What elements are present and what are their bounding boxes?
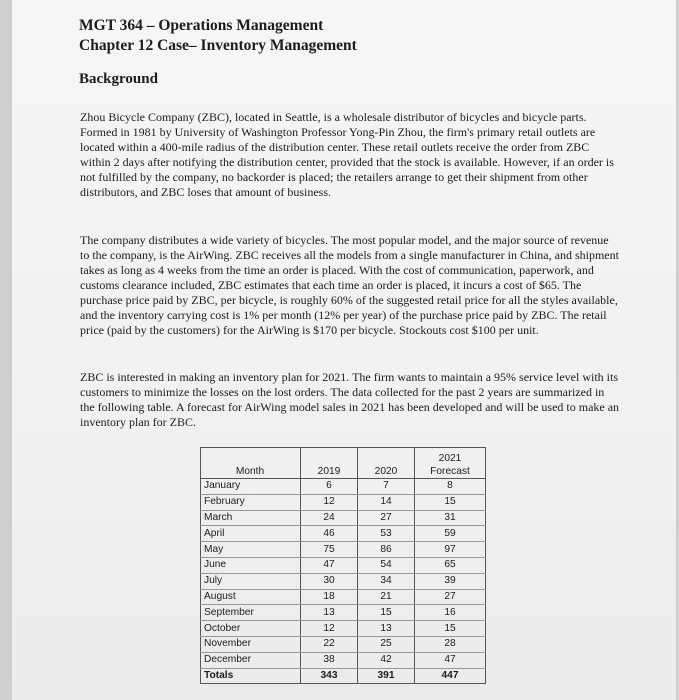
totals-label: Totals <box>201 668 301 684</box>
table-row <box>201 589 486 605</box>
cell-y2019: 24 <box>301 510 358 526</box>
paragraph-plan: ZBC is interested in making an inventory plan for 2021. The firm wants to maintain a 95% service level with its customers to minimize the losses on the lost orders. The data collected for the past 2 years are summarized in the following table. A forecast for AirWing model sales in 2021 has been developed and will be used to make an inventory plan for ZBC. <box>80 370 620 429</box>
cell-month: December <box>201 652 301 668</box>
cell-f2021: 27 <box>415 589 486 605</box>
cell-y2019: 12 <box>301 621 358 637</box>
cell-month: August <box>201 589 301 605</box>
cell-month: September <box>201 605 301 621</box>
cell-y2020: 21 <box>358 589 415 605</box>
cell-y2020: 15 <box>358 605 415 621</box>
cell-y2020: 34 <box>358 573 415 589</box>
sales-table <box>200 447 486 684</box>
cell-y2019: 30 <box>301 573 358 589</box>
cell-f2021: 15 <box>415 494 486 510</box>
cell-y2019: 47 <box>301 557 358 573</box>
cell-y2019: 22 <box>301 636 358 652</box>
document-title <box>79 16 357 56</box>
table-row <box>201 636 486 652</box>
cell-f2021: 47 <box>415 652 486 668</box>
cell-y2019: 13 <box>301 605 358 621</box>
cell-y2019: 38 <box>301 652 358 668</box>
document-page <box>12 0 676 700</box>
header-2020: 2020 <box>358 448 415 479</box>
table-row <box>201 510 486 526</box>
cell-month: June <box>201 557 301 573</box>
cell-f2021: 8 <box>415 479 486 495</box>
cell-y2019: 75 <box>301 542 358 558</box>
cell-y2020: 42 <box>358 652 415 668</box>
header-2019: 2019 <box>301 448 358 479</box>
cell-f2021: 16 <box>415 605 486 621</box>
paragraph-background: Zhou Bicycle Company (ZBC), located in Seattle, is a wholesale distributor of bicycles and bicycle parts. Formed in 1981 by University of Washington Professor Yong-Pin Zhou, the firm's primary retail outlets are located within a 400-mile radius of the distribution center. These retail outlets receive the order from ZBC within 2 days after notifying the distribution center, provided that the stock is available. However, if an order is not fulfilled by the company, no backorder is placed; the retailers arrange to get their shipment from other distributors, and ZBC loses that amount of business. <box>80 110 614 199</box>
table-row <box>201 479 486 495</box>
cell-month: October <box>201 621 301 637</box>
cell-y2020: 25 <box>358 636 415 652</box>
header-2021: 2021 <box>438 453 462 464</box>
cell-month: May <box>201 542 301 558</box>
cell-month: January <box>201 479 301 495</box>
case-title: Chapter 12 Case– Inventory Management <box>79 37 357 54</box>
table-row <box>201 557 486 573</box>
cell-y2019: 6 <box>301 479 358 495</box>
totals-y2020: 391 <box>358 668 415 684</box>
cell-y2019: 12 <box>301 494 358 510</box>
course-title: MGT 364 – Operations Management <box>79 17 324 34</box>
table-header-row <box>201 448 486 479</box>
cell-f2021: 59 <box>415 526 486 542</box>
totals-row <box>201 668 486 684</box>
cell-f2021: 31 <box>415 510 486 526</box>
cell-y2020: 27 <box>358 510 415 526</box>
cell-y2020: 54 <box>358 557 415 573</box>
cell-y2019: 46 <box>301 526 358 542</box>
paragraph-company: The company distributes a wide variety of bicycles. The most popular model, and the major source of revenue to the company, is the AirWing. ZBC receives all the models from a single manufacturer in China, and shipment takes as long as 4 weeks from the time an order is placed. With the cost of communication, paperwork, and customs clearance included, ZBC estimates that each time an order is placed, it incurs a cost of $65. The purchase price paid by ZBC, per bicycle, is roughly 60% of the suggested retail price for all the styles available, and the inventory carrying cost is 1% per month (12% per year) of the purchase price paid by ZBC. The retail price (paid by the customers) for the AirWing is $170 per bicycle. Stockouts cost $100 per unit. <box>80 233 619 337</box>
cell-month: July <box>201 573 301 589</box>
table-row <box>201 494 486 510</box>
table-row <box>201 605 486 621</box>
cell-f2021: 28 <box>415 636 486 652</box>
header-forecast: Forecast <box>430 466 470 477</box>
cell-y2020: 53 <box>358 526 415 542</box>
cell-y2020: 86 <box>358 542 415 558</box>
cell-f2021: 39 <box>415 573 486 589</box>
cell-month: February <box>201 494 301 510</box>
header-2021-forecast <box>415 448 486 479</box>
cell-y2020: 7 <box>358 479 415 495</box>
table-row <box>201 573 486 589</box>
table-row <box>201 526 486 542</box>
header-month: Month <box>201 448 301 479</box>
cell-y2020: 14 <box>358 494 415 510</box>
cell-f2021: 15 <box>415 621 486 637</box>
totals-f2021: 447 <box>415 668 486 684</box>
cell-y2019: 18 <box>301 589 358 605</box>
table-row <box>201 542 486 558</box>
cell-month: March <box>201 510 301 526</box>
totals-y2019: 343 <box>301 668 358 684</box>
cell-month: November <box>201 636 301 652</box>
cell-f2021: 97 <box>415 542 486 558</box>
table-row <box>201 621 486 637</box>
table-row <box>201 652 486 668</box>
cell-month: April <box>201 526 301 542</box>
cell-f2021: 65 <box>415 557 486 573</box>
section-heading: Background <box>79 71 158 87</box>
cell-y2020: 13 <box>358 621 415 637</box>
